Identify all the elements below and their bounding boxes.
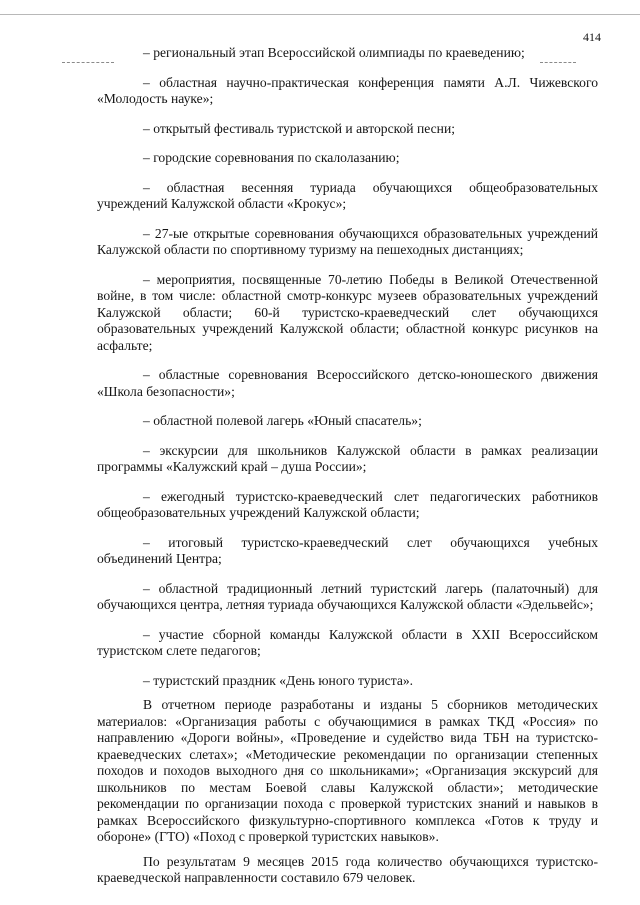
list-item-teachers-rally: – ежегодный туристско-краеведческий слет педагогических работников общеобразовательных учреждений Калужской области; [97, 488, 598, 520]
paragraph-methodical-materials: В отчетном периоде разработаны и изданы 5 сборников методических материалов: «Организация работы с обучающимися в рамках ТКД «Россия» по направлению «Дороги войны», «Проведение и судейство вида ТБН на туристско-краеведческих слетах»; «Методические рекомендации по организации степенных походов и походов выходного дня со школьниками»; «Организация экскурсий для школьников по местам Боевой славы Калужской области»; методические рекомендации по организации похода с проверкой туристских знаний и навыков в рамках Всероссийского физкультурно-спортивного комплекса «Готов к труду и обороне» (ГТО) «Поход с проверкой туристских навыков». [97, 697, 598, 844]
scan-edge-line [0, 14, 640, 15]
list-item-chizhevsky-conference: – областная научно-практическая конференция памяти А.Л. Чижевского «Молодость науке»; [97, 74, 598, 106]
list-item-climbing: – городские соревнования по скалолазанию; [143, 150, 400, 165]
page-number: 414 [583, 30, 601, 44]
list-item-rescuer-camp: – областной полевой лагерь «Юный спасатель»; [143, 413, 422, 428]
list-item-edelweiss: – областной традиционный летний туристский лагерь (палаточный) для обучающихся центра, летняя туриада обучающихся Калужской области «Эдельвейс»; [97, 580, 598, 612]
document-body [97, 45, 598, 900]
list-item-olympiad: – региональный этап Всероссийской олимпиады по краеведению; [143, 45, 525, 60]
list-item-victory-70: – мероприятия, посвященные 70-летию Победы в Великой Отечественной войне, в том числе: областной смотр-конкурс музеев образовательных учреждений Калужской области; 60-й туристско-краеведческий слет обучающихся образовательных учреждений Калужской области; областной конкурс рисунков на асфальте; [97, 271, 598, 353]
list-item-safety-school: – областные соревнования Всероссийского детско-юношеского движения «Школа безопасности»; [97, 367, 598, 399]
list-item-song-festival: – открытый фестиваль туристской и авторской песни; [143, 120, 455, 136]
list-item-krokus: – областная весенняя туриада обучающихся общеобразовательных учреждений Калужской области «Крокус»; [97, 179, 598, 211]
paragraph-results: По результатам 9 месяцев 2015 года количество обучающихся туристско-краеведческой направленности составило 679 человек. [97, 853, 598, 885]
list-item-xxii-rally: – участие сборной команды Калужской области в XXII Всероссийском туристском слете педагогов; [97, 626, 598, 658]
list-item-sport-tourism: – 27-ые открытые соревнования обучающихся образовательных учреждений Калужской области по спортивному туризму на пешеходных дистанциях; [97, 225, 598, 257]
list-item-final-rally: – итоговый туристско-краеведческий слет обучающихся учебных объединений Центра; [97, 534, 598, 566]
list-item-young-tourist-day: – туристский праздник «День юного туриста». [143, 672, 414, 688]
list-item-excursions: – экскурсии для школьников Калужской области в рамках реализации программы «Калужский край – душа России»; [97, 442, 598, 474]
